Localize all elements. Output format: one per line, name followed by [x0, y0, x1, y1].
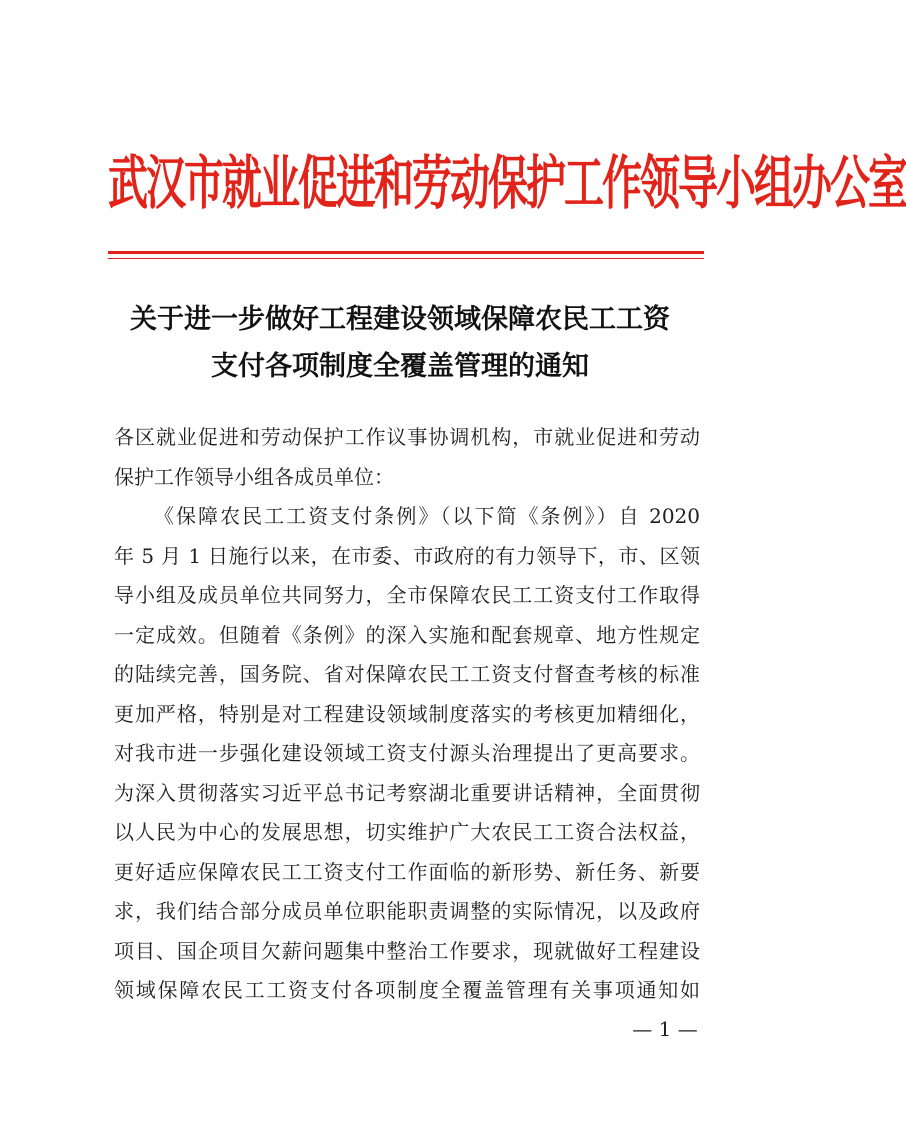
- paragraph-line: 以人民为中心的发展思想，切实维护广大农民工工资合法权益，: [114, 820, 700, 844]
- paragraph-line: 项目、国企项目欠薪问题集中整治工作要求，现就做好工程建设: [114, 938, 700, 963]
- addressee-line: 各区就业促进和劳动保护工作议事协调机构，市就业促进和劳动: [114, 425, 700, 449]
- paragraph-line: 求，我们结合部分成员单位职能职责调整的实际情况，以及政府: [114, 899, 700, 923]
- letterhead-red-rule-thick: [108, 251, 704, 254]
- paragraph-line: 导小组及成员单位共同努力，全市保障农民工工资支付工作取得: [114, 583, 700, 607]
- document-title-line-2: 支付各项制度全覆盖管理的通知: [211, 351, 589, 382]
- document-title-line-1: 关于进一步做好工程建设领域保障农民工工资: [130, 304, 670, 335]
- paragraph-line: 一定成效。但随着《条例》的深入实施和配套规章、地方性规定: [114, 622, 700, 647]
- paragraph-line: 更加严格，特别是对工程建设领域制度落实的考核更加精细化，: [114, 701, 700, 726]
- paragraph-line: 《保障农民工工资支付条例》（以下简《条例》）自 2020: [154, 504, 700, 528]
- addressee-line: 保护工作领导小组各成员单位：: [114, 464, 394, 489]
- paragraph-line: 的陆续完善，国务院、省对保障农民工工资支付督查考核的标准: [114, 662, 700, 686]
- paragraph-line: 对我市进一步强化建设领域工资支付源头治理提出了更高要求。: [114, 741, 700, 765]
- body-paragraph: [114, 497, 700, 1011]
- paragraph-line: 更好适应保障农民工工资支付工作面临的新形势、新任务、新要: [114, 859, 700, 884]
- letterhead-red-rule-thin: [108, 258, 704, 259]
- paragraph-line: 为深入贯彻落实习近平总书记考察湖北重要讲话精神，全面贯彻: [114, 780, 700, 805]
- document-body: [114, 418, 700, 1011]
- document-title: [100, 296, 700, 390]
- letterhead-org-name: 武汉市就业促进和劳动保护工作领导小组办公室: [108, 149, 906, 218]
- page-number: — 1 —: [632, 1017, 698, 1041]
- addressee: [114, 418, 700, 497]
- paragraph-line: 领域保障农民工工资支付各项制度全覆盖管理有关事项通知如: [114, 978, 700, 1002]
- paragraph-line: 年 5 月 1 日施行以来，在市委、市政府的有力领导下，市、区领: [114, 543, 700, 568]
